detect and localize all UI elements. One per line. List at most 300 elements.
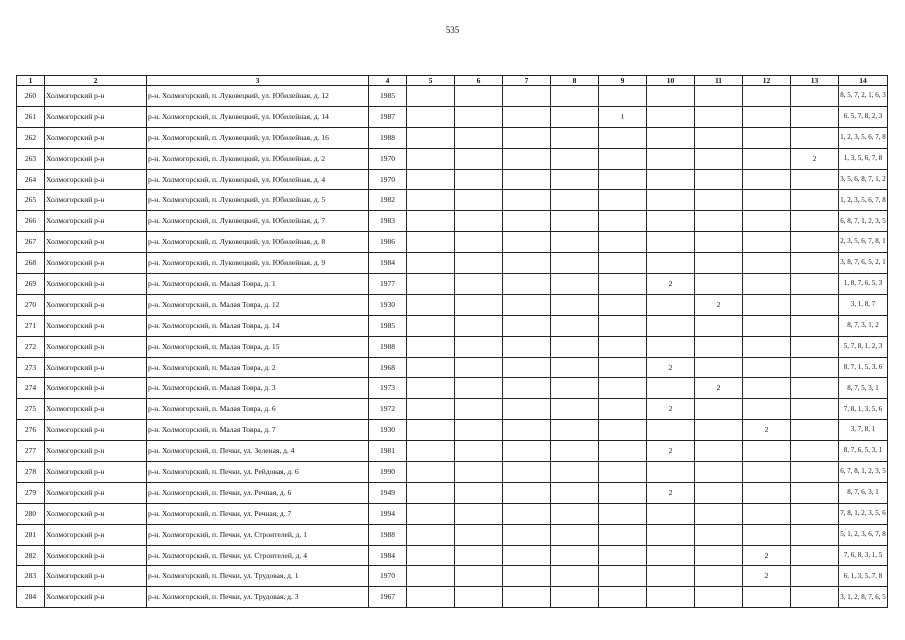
address-cell: р-н. Холмогорский, п. Луковецкий, ул. Юбилейная, д. 14	[147, 106, 369, 127]
col7-cell	[503, 420, 551, 441]
col5-cell	[407, 274, 455, 295]
col9-cell	[599, 503, 647, 524]
address-cell: р-н. Холмогорский, п. Луковецкий, ул. Юбилейная, д. 16	[147, 127, 369, 148]
year-cell: 1972	[369, 399, 407, 420]
col8-cell	[551, 86, 599, 107]
col9-cell	[599, 462, 647, 483]
col6-cell	[455, 127, 503, 148]
page-number: 535	[445, 25, 460, 35]
col7-cell	[503, 211, 551, 232]
col11-cell	[695, 420, 743, 441]
col14-cell: 8, 5, 7, 2, 1, 6, 3	[839, 86, 888, 107]
col11-cell	[695, 399, 743, 420]
district-cell: Холмогорский р-н	[45, 399, 147, 420]
col13-cell	[791, 420, 839, 441]
col5-cell	[407, 482, 455, 503]
col13-cell	[791, 169, 839, 190]
col11-cell	[695, 190, 743, 211]
col10-cell	[647, 253, 695, 274]
district-cell: Холмогорский р-н	[45, 274, 147, 295]
col11-cell	[695, 482, 743, 503]
col11-cell	[695, 524, 743, 545]
table-row	[17, 148, 888, 169]
col7-cell	[503, 378, 551, 399]
year-cell: 1970	[369, 566, 407, 587]
col9-cell	[599, 86, 647, 107]
col11-cell	[695, 566, 743, 587]
table-row	[17, 545, 888, 566]
col10-cell	[647, 587, 695, 608]
col12-cell	[743, 127, 791, 148]
col9-cell	[599, 482, 647, 503]
table-row	[17, 587, 888, 608]
col10-cell	[647, 524, 695, 545]
col9-cell	[599, 420, 647, 441]
col12-cell	[743, 587, 791, 608]
col9-cell	[599, 378, 647, 399]
table-row	[17, 420, 888, 441]
table-row	[17, 336, 888, 357]
year-cell: 1981	[369, 441, 407, 462]
col11-cell	[695, 503, 743, 524]
col11-cell	[695, 232, 743, 253]
col9-cell	[599, 441, 647, 462]
district-cell: Холмогорский р-н	[45, 545, 147, 566]
col10-cell	[647, 232, 695, 253]
data-table	[16, 75, 888, 608]
table-row	[17, 503, 888, 524]
table-header-row	[17, 76, 888, 86]
col5-cell	[407, 503, 455, 524]
col10-cell	[647, 169, 695, 190]
col6-cell	[455, 420, 503, 441]
district-cell: Холмогорский р-н	[45, 127, 147, 148]
col8-cell	[551, 190, 599, 211]
col7-cell	[503, 566, 551, 587]
address-cell: р-н. Холмогорский, п. Печки, ул. Строителей, д. 1	[147, 524, 369, 545]
col13-cell	[791, 462, 839, 483]
col10-cell	[647, 294, 695, 315]
col14-cell: 8, 7, 6, 3, 1	[839, 482, 888, 503]
col14-cell: 1, 2, 3, 5, 6, 7, 8	[839, 190, 888, 211]
col9-cell	[599, 315, 647, 336]
district-cell: Холмогорский р-н	[45, 294, 147, 315]
district-cell: Холмогорский р-н	[45, 232, 147, 253]
col8-cell	[551, 315, 599, 336]
table-row	[17, 294, 888, 315]
address-cell: р-н. Холмогорский, п. Печки, ул. Строителей, д. 4	[147, 545, 369, 566]
col14-cell: 7, 6, 8, 3, 1, 5	[839, 545, 888, 566]
row-number-cell: 284	[17, 587, 45, 608]
col6-cell	[455, 336, 503, 357]
district-cell: Холмогорский р-н	[45, 524, 147, 545]
row-number-cell: 267	[17, 232, 45, 253]
col7-cell	[503, 524, 551, 545]
row-number-cell: 269	[17, 274, 45, 295]
col7-cell	[503, 462, 551, 483]
table-row	[17, 462, 888, 483]
col5-cell	[407, 253, 455, 274]
table-row	[17, 106, 888, 127]
col10-cell	[647, 211, 695, 232]
col8-cell	[551, 420, 599, 441]
column-header-9: 9	[599, 76, 647, 86]
col12-cell	[743, 106, 791, 127]
col12-cell	[743, 253, 791, 274]
row-number-cell: 263	[17, 148, 45, 169]
col11-cell	[695, 169, 743, 190]
row-number-cell: 261	[17, 106, 45, 127]
col13-cell	[791, 524, 839, 545]
row-number-cell: 276	[17, 420, 45, 441]
col5-cell	[407, 148, 455, 169]
col11-cell	[695, 441, 743, 462]
address-cell: р-н. Холмогорский, п. Малая Товра, д. 15	[147, 336, 369, 357]
col13-cell	[791, 587, 839, 608]
col6-cell	[455, 482, 503, 503]
district-cell: Холмогорский р-н	[45, 503, 147, 524]
district-cell: Холмогорский р-н	[45, 587, 147, 608]
col13-cell	[791, 503, 839, 524]
col8-cell	[551, 441, 599, 462]
col8-cell	[551, 503, 599, 524]
col12-cell	[743, 524, 791, 545]
col6-cell	[455, 462, 503, 483]
address-cell: р-н. Холмогорский, п. Печки, ул. Трудовая, д. 3	[147, 587, 369, 608]
col8-cell	[551, 378, 599, 399]
col5-cell	[407, 357, 455, 378]
year-cell: 1970	[369, 148, 407, 169]
year-cell: 1987	[369, 106, 407, 127]
col8-cell	[551, 232, 599, 253]
col13-cell	[791, 127, 839, 148]
col8-cell	[551, 566, 599, 587]
column-header-12: 12	[743, 76, 791, 86]
address-cell: р-н. Холмогорский, п. Луковецкий, ул. Юбилейная, д. 7	[147, 211, 369, 232]
col12-cell: 2	[743, 566, 791, 587]
col12-cell	[743, 190, 791, 211]
col9-cell	[599, 587, 647, 608]
year-cell: 1967	[369, 587, 407, 608]
col9-cell	[599, 545, 647, 566]
address-cell: р-н. Холмогорский, п. Луковецкий, ул. Юбилейная, д. 12	[147, 86, 369, 107]
col12-cell	[743, 503, 791, 524]
col8-cell	[551, 169, 599, 190]
col10-cell	[647, 148, 695, 169]
col8-cell	[551, 545, 599, 566]
col12-cell: 2	[743, 420, 791, 441]
row-number-cell: 278	[17, 462, 45, 483]
col5-cell	[407, 587, 455, 608]
col10-cell	[647, 106, 695, 127]
year-cell: 1994	[369, 503, 407, 524]
column-header-3: 3	[147, 76, 369, 86]
col11-cell	[695, 336, 743, 357]
col5-cell	[407, 315, 455, 336]
district-cell: Холмогорский р-н	[45, 357, 147, 378]
col14-cell: 5, 7, 8, 1, 2, 3	[839, 336, 888, 357]
district-cell: Холмогорский р-н	[45, 253, 147, 274]
col12-cell	[743, 274, 791, 295]
col10-cell	[647, 420, 695, 441]
col12-cell	[743, 232, 791, 253]
col11-cell	[695, 357, 743, 378]
col6-cell	[455, 357, 503, 378]
col11-cell	[695, 211, 743, 232]
col5-cell	[407, 106, 455, 127]
address-cell: р-н. Холмогорский, п. Малая Товра, д. 6	[147, 399, 369, 420]
column-header-8: 8	[551, 76, 599, 86]
year-cell: 1984	[369, 253, 407, 274]
col9-cell	[599, 294, 647, 315]
col14-cell: 3, 1, 2, 8, 7, 6, 5	[839, 587, 888, 608]
district-cell: Холмогорский р-н	[45, 336, 147, 357]
col9-cell	[599, 357, 647, 378]
district-cell: Холмогорский р-н	[45, 106, 147, 127]
row-number-cell: 283	[17, 566, 45, 587]
col5-cell	[407, 190, 455, 211]
row-number-cell: 277	[17, 441, 45, 462]
col12-cell	[743, 462, 791, 483]
col8-cell	[551, 294, 599, 315]
col13-cell	[791, 315, 839, 336]
table-row	[17, 253, 888, 274]
col7-cell	[503, 274, 551, 295]
col6-cell	[455, 86, 503, 107]
col14-cell: 5, 1, 2, 3, 6, 7, 8	[839, 524, 888, 545]
district-cell: Холмогорский р-н	[45, 441, 147, 462]
col5-cell	[407, 420, 455, 441]
table-row	[17, 169, 888, 190]
address-cell: р-н. Холмогорский, п. Малая Товра, д. 7	[147, 420, 369, 441]
col14-cell: 1, 2, 3, 5, 6, 7, 8	[839, 127, 888, 148]
col13-cell	[791, 274, 839, 295]
col9-cell	[599, 232, 647, 253]
year-cell: 1988	[369, 336, 407, 357]
column-header-13: 13	[791, 76, 839, 86]
col8-cell	[551, 253, 599, 274]
year-cell: 1977	[369, 274, 407, 295]
col6-cell	[455, 524, 503, 545]
col14-cell: 3, 7, 8, 1	[839, 420, 888, 441]
col6-cell	[455, 545, 503, 566]
row-number-cell: 264	[17, 169, 45, 190]
col10-cell	[647, 86, 695, 107]
col11-cell	[695, 253, 743, 274]
year-cell: 1970	[369, 169, 407, 190]
col9-cell	[599, 274, 647, 295]
col11-cell	[695, 148, 743, 169]
col10-cell: 2	[647, 482, 695, 503]
col6-cell	[455, 315, 503, 336]
col13-cell: 2	[791, 148, 839, 169]
col5-cell	[407, 294, 455, 315]
address-cell: р-н. Холмогорский, п. Луковецкий, ул. Юбилейная, д. 4	[147, 169, 369, 190]
year-cell: 1988	[369, 127, 407, 148]
col13-cell	[791, 232, 839, 253]
col9-cell	[599, 169, 647, 190]
col5-cell	[407, 86, 455, 107]
col14-cell: 8, 7, 6, 5, 3, 1	[839, 441, 888, 462]
col13-cell	[791, 336, 839, 357]
district-cell: Холмогорский р-н	[45, 169, 147, 190]
col10-cell	[647, 336, 695, 357]
col14-cell: 3, 8, 7, 6, 5, 2, 1	[839, 253, 888, 274]
table-row	[17, 315, 888, 336]
column-header-7: 7	[503, 76, 551, 86]
district-cell: Холмогорский р-н	[45, 190, 147, 211]
col12-cell	[743, 86, 791, 107]
col13-cell	[791, 566, 839, 587]
year-cell: 1990	[369, 462, 407, 483]
col14-cell: 8, 7, 3, 1, 2	[839, 315, 888, 336]
table-row	[17, 86, 888, 107]
col10-cell: 2	[647, 357, 695, 378]
column-header-14: 14	[839, 76, 888, 86]
col5-cell	[407, 127, 455, 148]
table-row	[17, 127, 888, 148]
address-cell: р-н. Холмогорский, п. Луковецкий, ул. Юбилейная, д. 2	[147, 148, 369, 169]
col12-cell	[743, 148, 791, 169]
col6-cell	[455, 587, 503, 608]
col6-cell	[455, 566, 503, 587]
row-number-cell: 272	[17, 336, 45, 357]
col7-cell	[503, 357, 551, 378]
col8-cell	[551, 148, 599, 169]
col5-cell	[407, 462, 455, 483]
col5-cell	[407, 524, 455, 545]
table-row	[17, 274, 888, 295]
year-cell: 1986	[369, 232, 407, 253]
col7-cell	[503, 482, 551, 503]
table-row	[17, 482, 888, 503]
column-header-5: 5	[407, 76, 455, 86]
col10-cell	[647, 378, 695, 399]
col9-cell	[599, 336, 647, 357]
col7-cell	[503, 587, 551, 608]
col13-cell	[791, 399, 839, 420]
row-number-cell: 270	[17, 294, 45, 315]
col6-cell	[455, 190, 503, 211]
district-cell: Холмогорский р-н	[45, 86, 147, 107]
year-cell: 1930	[369, 294, 407, 315]
col12-cell	[743, 378, 791, 399]
col9-cell	[599, 399, 647, 420]
col7-cell	[503, 441, 551, 462]
col9-cell	[599, 148, 647, 169]
col11-cell	[695, 127, 743, 148]
col6-cell	[455, 274, 503, 295]
year-cell: 1984	[369, 545, 407, 566]
col5-cell	[407, 399, 455, 420]
col6-cell	[455, 232, 503, 253]
row-number-cell: 265	[17, 190, 45, 211]
col14-cell: 7, 8, 1, 2, 3, 5, 6	[839, 503, 888, 524]
col12-cell: 2	[743, 545, 791, 566]
col11-cell: 2	[695, 378, 743, 399]
col6-cell	[455, 378, 503, 399]
address-cell: р-н. Холмогорский, п. Малая Товра, д. 1	[147, 274, 369, 295]
row-number-cell: 281	[17, 524, 45, 545]
col8-cell	[551, 587, 599, 608]
address-cell: р-н. Холмогорский, п. Луковецкий, ул. Юбилейная, д. 5	[147, 190, 369, 211]
col14-cell: 3, 1, 8, 7	[839, 294, 888, 315]
col5-cell	[407, 566, 455, 587]
row-number-cell: 271	[17, 315, 45, 336]
table-row	[17, 566, 888, 587]
table-body	[17, 86, 888, 608]
address-cell: р-н. Холмогорский, п. Печки, ул. Речная, д. 6	[147, 482, 369, 503]
col6-cell	[455, 253, 503, 274]
col8-cell	[551, 524, 599, 545]
col7-cell	[503, 86, 551, 107]
col13-cell	[791, 211, 839, 232]
col10-cell	[647, 566, 695, 587]
col10-cell: 2	[647, 441, 695, 462]
col13-cell	[791, 253, 839, 274]
col9-cell	[599, 566, 647, 587]
col6-cell	[455, 399, 503, 420]
col11-cell	[695, 587, 743, 608]
table-row	[17, 211, 888, 232]
col11-cell	[695, 274, 743, 295]
col11-cell	[695, 545, 743, 566]
address-cell: р-н. Холмогорский, п. Малая Товра, д. 14	[147, 315, 369, 336]
col13-cell	[791, 378, 839, 399]
district-cell: Холмогорский р-н	[45, 315, 147, 336]
row-number-cell: 266	[17, 211, 45, 232]
row-number-cell: 280	[17, 503, 45, 524]
col10-cell	[647, 545, 695, 566]
col13-cell	[791, 357, 839, 378]
col13-cell	[791, 190, 839, 211]
col12-cell	[743, 357, 791, 378]
year-cell: 1973	[369, 378, 407, 399]
column-header-4: 4	[369, 76, 407, 86]
col14-cell: 8, 7, 5, 3, 1	[839, 378, 888, 399]
col7-cell	[503, 503, 551, 524]
row-number-cell: 274	[17, 378, 45, 399]
address-cell: р-н. Холмогорский, п. Печки, ул. Речная, д. 7	[147, 503, 369, 524]
col7-cell	[503, 399, 551, 420]
table-row	[17, 232, 888, 253]
district-cell: Холмогорский р-н	[45, 566, 147, 587]
district-cell: Холмогорский р-н	[45, 482, 147, 503]
row-number-cell: 260	[17, 86, 45, 107]
col5-cell	[407, 441, 455, 462]
col14-cell: 1, 8, 7, 6, 5, 3	[839, 274, 888, 295]
col14-cell: 2, 3, 5, 6, 7, 8, 1	[839, 232, 888, 253]
col8-cell	[551, 336, 599, 357]
col14-cell: 6, 7, 8, 1, 2, 3, 5	[839, 462, 888, 483]
col8-cell	[551, 106, 599, 127]
col8-cell	[551, 211, 599, 232]
col9-cell: 1	[599, 106, 647, 127]
table-row	[17, 190, 888, 211]
col7-cell	[503, 545, 551, 566]
col12-cell	[743, 336, 791, 357]
address-cell: р-н. Холмогорский, п. Печки, ул. Рейдовая, д. 6	[147, 462, 369, 483]
col12-cell	[743, 169, 791, 190]
col5-cell	[407, 336, 455, 357]
col5-cell	[407, 378, 455, 399]
col11-cell	[695, 462, 743, 483]
column-header-1: 1	[17, 76, 45, 86]
row-number-cell: 282	[17, 545, 45, 566]
year-cell: 1985	[369, 315, 407, 336]
col8-cell	[551, 127, 599, 148]
row-number-cell: 268	[17, 253, 45, 274]
